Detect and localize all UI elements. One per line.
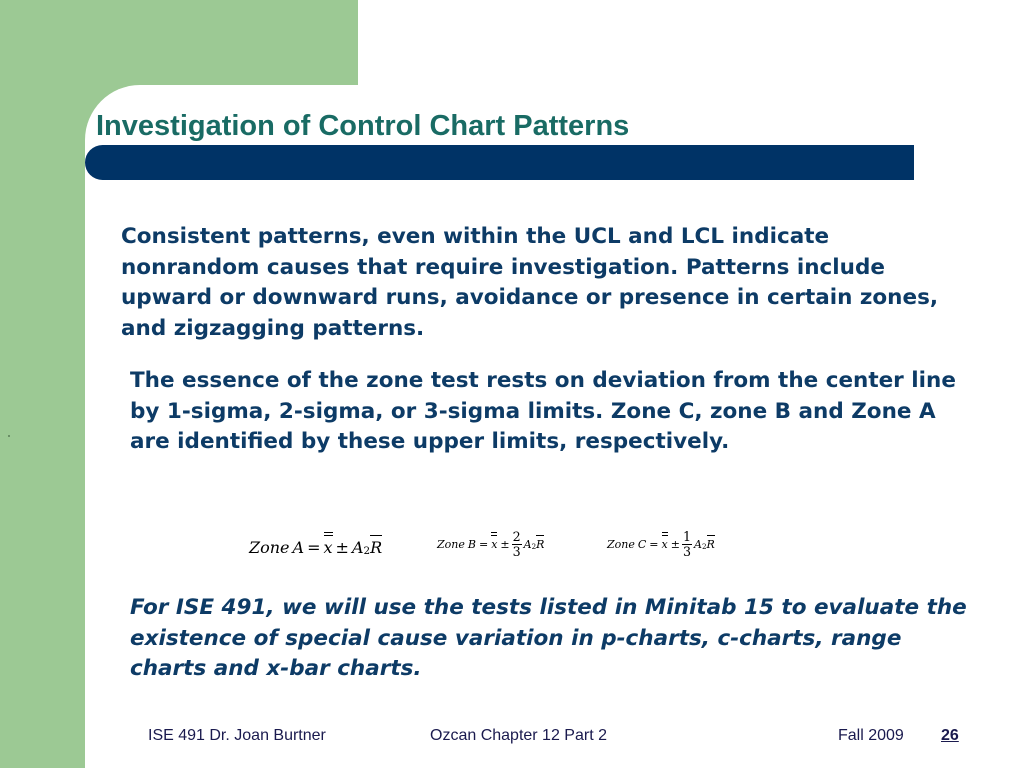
fraction-denominator: 3 bbox=[682, 543, 691, 559]
formula-zone-word: Zone bbox=[249, 538, 290, 557]
formula-zone-word: Zone bbox=[437, 537, 465, 551]
paragraph-minitab: For ISE 491, we will use the tests listed in Minitab 15 to evaluate the existence of special cause variation in p-charts, c-charts, range charts and x-bar charts. bbox=[130, 595, 967, 681]
formula-equals: = bbox=[307, 538, 321, 557]
formula-plus-minus: ± bbox=[670, 537, 680, 551]
title-bar bbox=[85, 145, 914, 180]
formula-zone-letter: C bbox=[637, 537, 647, 551]
formula-subscript: 2 bbox=[701, 542, 707, 552]
fraction-numerator: 1 bbox=[682, 529, 691, 544]
formula-zone-word: Zone bbox=[607, 537, 635, 551]
formula-fraction bbox=[682, 530, 692, 559]
formula-equals: = bbox=[649, 537, 659, 551]
formula-x-double-bar: x bbox=[491, 537, 498, 551]
paragraph-patterns: Consistent patterns, even within the UCL and LCL indicate nonrandom causes that require investigation. Patterns include upward or downward runs, avoidance or presence in certain zones, and zigzagging patterns. bbox=[121, 224, 939, 341]
page-number: 26 bbox=[941, 727, 959, 744]
footer-chapter: Ozcan Chapter 12 Part 2 bbox=[430, 727, 607, 744]
formula-zone-c bbox=[607, 530, 715, 559]
formula-plus-minus: ± bbox=[335, 538, 349, 557]
paragraph-zone-test: The essence of the zone test rests on deviation from the center line by 1-sigma, 2-sigma, or 3-sigma limits. Zone C, zone B and Zone A are identified by these upper limits, respectively. bbox=[130, 368, 956, 454]
footer-date: Fall 2009 bbox=[838, 727, 904, 744]
formula-plus-minus: ± bbox=[500, 537, 510, 551]
formula-equals: = bbox=[478, 537, 489, 551]
decorative-dot bbox=[8, 435, 10, 437]
formula-fraction bbox=[512, 530, 522, 559]
formula-zone-a bbox=[249, 538, 382, 557]
fraction-denominator: 3 bbox=[512, 543, 521, 559]
formula-a-coef: A bbox=[523, 537, 532, 551]
formula-x-double-bar: x bbox=[661, 537, 668, 551]
formula-r-bar: R bbox=[536, 537, 545, 551]
formula-subscript: 2 bbox=[531, 542, 537, 552]
formula-subscript: 2 bbox=[363, 545, 371, 558]
fraction-numerator: 2 bbox=[512, 529, 521, 544]
formula-r-bar: R bbox=[370, 538, 383, 557]
formula-zone-letter: A bbox=[292, 538, 305, 557]
formula-r-bar: R bbox=[706, 537, 715, 551]
formula-zone-b bbox=[437, 530, 544, 559]
formula-zone-letter: B bbox=[467, 537, 476, 551]
formula-x-double-bar: x bbox=[323, 538, 333, 557]
formula-a-coef: A bbox=[351, 538, 364, 557]
formula-a-coef: A bbox=[694, 537, 702, 551]
footer-course: ISE 491 Dr. Joan Burtner bbox=[148, 727, 326, 744]
slide-title: Investigation of Control Chart Patterns bbox=[96, 110, 630, 142]
